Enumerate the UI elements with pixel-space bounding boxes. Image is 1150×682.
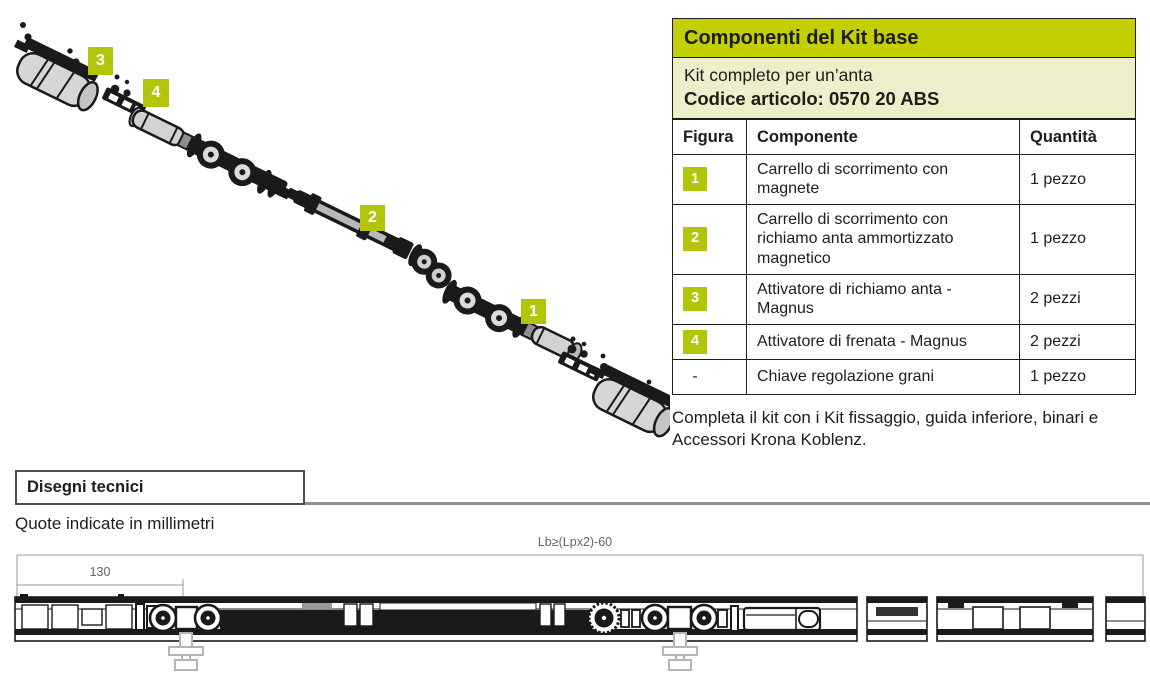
part-badge-4: 4 [143, 79, 169, 107]
carriage-upper [124, 103, 296, 208]
table-row [673, 324, 1136, 359]
component-quantity: 2 pezzi [1020, 324, 1136, 359]
panel-title: Componenti del Kit base [672, 18, 1136, 57]
component-name: Chiave regolazione grani [747, 359, 1020, 394]
col-header-figura: Figura [673, 119, 747, 154]
dim-label-130: 130 [89, 565, 111, 579]
figure-badge: 4 [683, 330, 707, 354]
figure-dash: - [692, 367, 698, 385]
panel-subheader [672, 57, 1136, 119]
table-row [673, 359, 1136, 394]
component-name: Carrello di scorrimento con magnete [747, 154, 1020, 204]
rail-main-segment [15, 594, 857, 670]
table-header-row [673, 119, 1136, 154]
figure-badge: 2 [683, 227, 707, 251]
rail-adjuster-gear [589, 603, 619, 633]
table-row [673, 204, 1136, 274]
component-name: Attivatore di richiamo anta - Magnus [747, 274, 1020, 324]
section-title: Disegni tecnici [27, 478, 144, 496]
part-badge-3: 3 [88, 47, 113, 75]
table-row [673, 274, 1136, 324]
rail-rod [744, 608, 820, 630]
section-tab-disegni-tecnici [15, 470, 305, 505]
rail-segment-3 [937, 597, 1093, 641]
table-row [673, 154, 1136, 204]
components-table [672, 119, 1136, 395]
kit-line: Kit completo per un’anta [684, 65, 873, 85]
damper-bar-part2 [278, 182, 459, 293]
rail-segment-4 [1106, 597, 1145, 641]
figure-badge: 1 [683, 167, 707, 191]
rail-carriage-1 [150, 605, 221, 631]
component-quantity: 1 pezzo [1020, 204, 1136, 274]
component-name: Attivatore di frenata - Magnus [747, 324, 1020, 359]
component-quantity: 2 pezzi [1020, 274, 1136, 324]
exploded-components-diagram [0, 0, 670, 450]
components-panel [672, 18, 1136, 452]
part-badge-1: 1 [521, 299, 546, 324]
component-quantity: 1 pezzo [1020, 359, 1136, 394]
rail-carriage-2 [642, 605, 717, 631]
rail-segment-2 [867, 597, 927, 641]
kit-completion-note: Completa il kit con i Kit fissaggio, guida inferiore, binari e Accessori Krona Koblenz. [672, 407, 1099, 450]
dim-label-total-width: Lb≥(Lpx2)-60 [537, 535, 613, 549]
activator-roller-lower [578, 359, 670, 440]
rail-damper-bar [220, 610, 592, 631]
component-name: Carrello di scorrimento con richiamo anta ammortizzato magnetico [747, 204, 1020, 274]
figure-badge: 3 [683, 287, 707, 311]
technical-drawing-rail [0, 530, 1150, 682]
part-badge-2: 2 [360, 205, 385, 231]
units-note: Quote indicate in millimetri [15, 514, 215, 533]
col-header-componente: Componente [747, 119, 1020, 154]
component-quantity: 1 pezzo [1020, 154, 1136, 204]
article-code: Codice articolo: 0570 20 ABS [684, 87, 940, 109]
col-header-quantita: Quantità [1020, 119, 1136, 154]
